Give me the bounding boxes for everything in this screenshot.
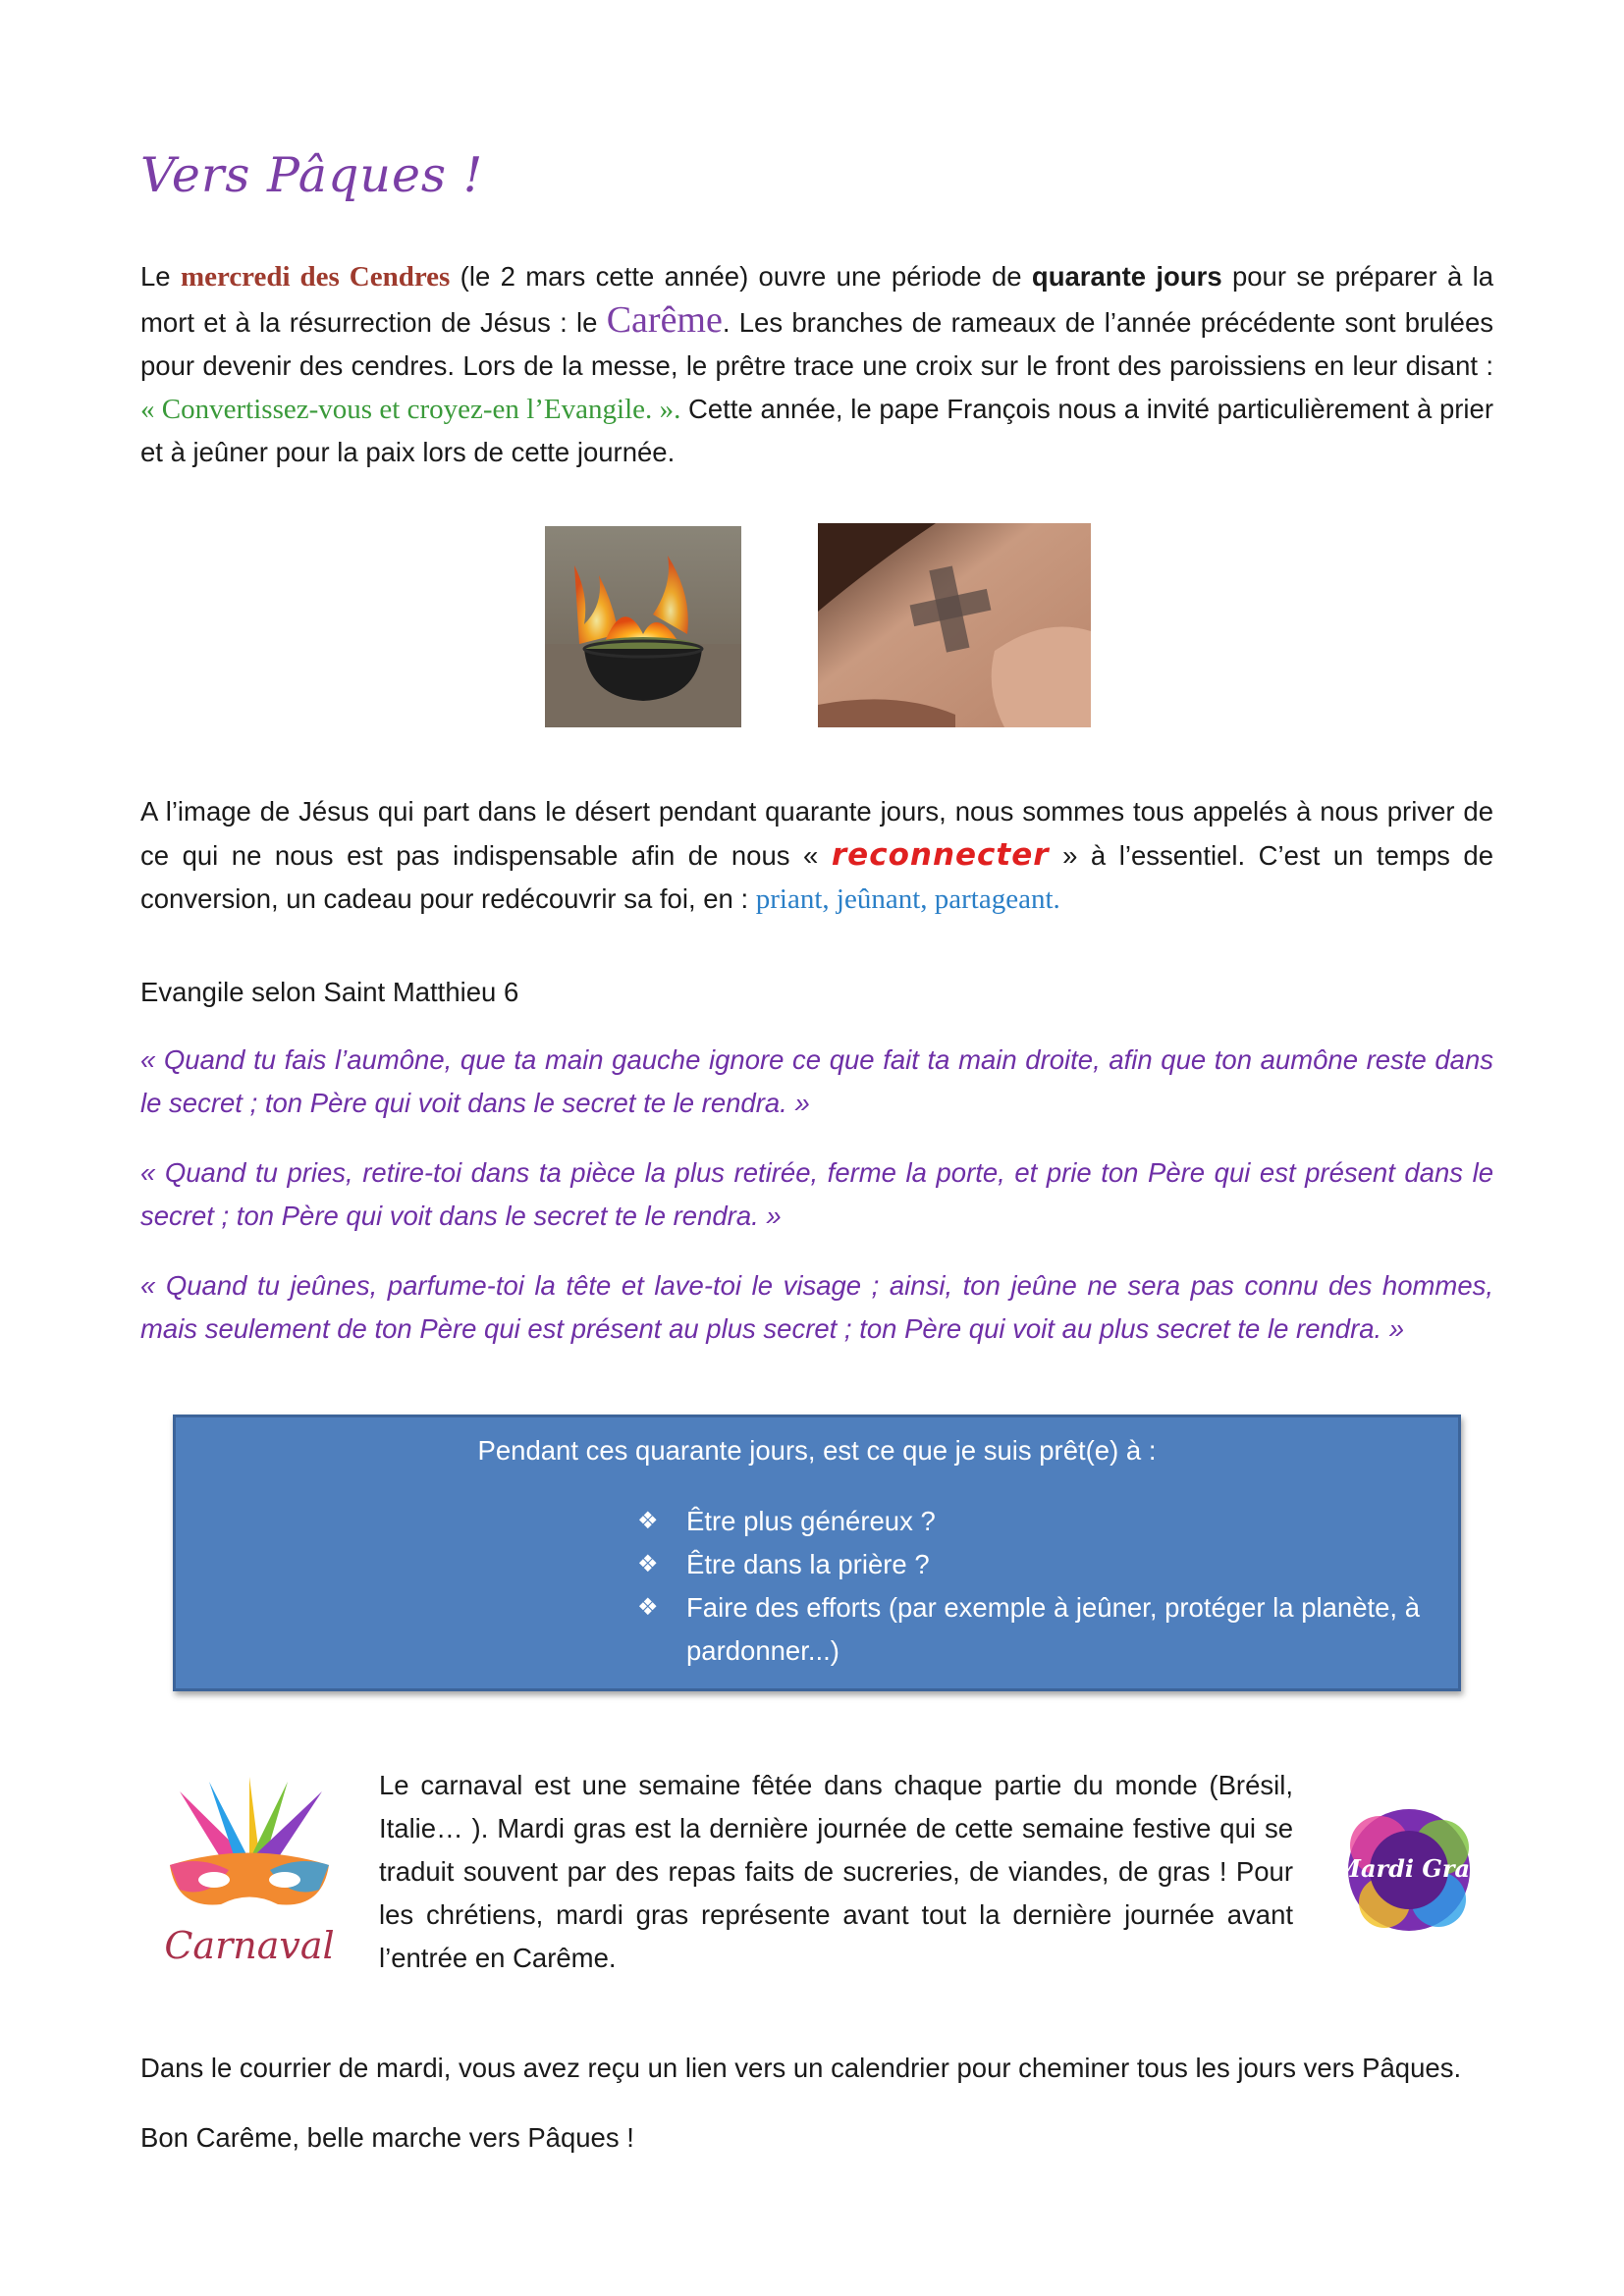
convert-quote: « Convertissez-vous et croyez-en l’Evangile. ». <box>140 394 681 425</box>
ash-wednesday-label: mercredi des Cendres <box>180 261 451 293</box>
careme-label: Carême <box>606 299 723 341</box>
practices-label: priant, jeûnant, partageant. <box>755 883 1060 915</box>
page-title: Vers Pâques ! <box>140 147 484 203</box>
calendar-paragraph: Dans le courrier de mardi, vous avez reçu un lien vers un calendrier pour cheminer tous les jours vers Pâques. <box>140 2053 1462 2083</box>
carnaval-logo-text: Carnaval <box>164 1924 335 1967</box>
reflection-box-title: Pendant ces quarante jours, est ce que je suis prêt(e) à : <box>477 1435 1157 1466</box>
closing-greeting: Bon Carême, belle marche vers Pâques ! <box>140 2122 634 2153</box>
ash-cross-forehead-photo <box>818 523 1091 727</box>
carnaval-mask-logo <box>140 1772 358 1978</box>
carnaval-paragraph: Le carnaval est une semaine fêtée dans chaque partie du monde (Brésil, Italie… ). Mardi gras est la dernière journée de cette semaine festive qui se traduit souvent par des repas faits de sucreries, de viandes, de gras ! Pour les chrétiens, mardi gras représente avant tout la dernière journée avant l’entrée en Carême. <box>379 1770 1293 1973</box>
diamond-bullet-icon: ❖ <box>637 1594 659 1621</box>
quote-fasting: « Quand tu jeûnes, parfume-toi la tête et lave-toi le visage ; ainsi, ton jeûne ne sera pas connu des hommes, mais seulement de ton Père qui est présent au plus secret ; ton Père qui voit au plus secret te le rendra. » <box>140 1270 1493 1344</box>
diamond-bullet-icon: ❖ <box>637 1508 659 1534</box>
mardi-gras-logo-text: Mardi Gras <box>1334 1854 1484 1883</box>
reflection-box <box>173 1415 1461 1691</box>
list-item: ❖ Être plus généreux ? <box>637 1500 1423 1543</box>
intro-paragraph: Le mercredi des Cendres (le 2 mars cette année) ouvre une période de quarante jours pour se préparer à la mort et à la résurrection de Jésus : le Carême. Les branches de rameaux de l’année précédente sont brulées pour devenir des cendres. Lors de la messe, le prêtre trace une croix sur le front des paroissiens en leur disant : « Convertissez-vous et croyez-en l’Evangile. ». Cette année, le pape François nous a invité particulièrement à prier et à jeûner pour la paix lors de cette journée. <box>140 261 1494 467</box>
mardi-gras-logo <box>1326 1787 1493 1953</box>
list-item: ❖ Être dans la prière ? <box>637 1543 1423 1586</box>
reconnecter-label: reconnecter <box>831 837 1050 873</box>
fire-bowl-photo <box>545 526 741 727</box>
list-item: ❖ Faire des efforts (par exemple à jeûner, protéger la planète, à pardonner...) <box>637 1586 1423 1673</box>
diamond-bullet-icon: ❖ <box>637 1551 659 1577</box>
desert-paragraph: A l’image de Jésus qui part dans le désert pendant quarante jours, nous sommes tous appelés à nous priver de ce qui ne nous est pas indispensable afin de nous « reconnecter » à l’essentiel. C’est un temps de conversion, un cadeau pour redécouvrir sa foi, en : priant, jeûnant, partageant. <box>140 796 1493 915</box>
quote-almsgiving: « Quand tu fais l’aumône, que ta main gauche ignore ce que fait ta main droite, afin que ton aumône reste dans le secret ; ton Père qui voit dans le secret te le rendra. » <box>140 1044 1493 1118</box>
quote-prayer: « Quand tu pries, retire-toi dans ta pièce la plus retirée, ferme la porte, et prie ton Père qui est présent dans le secret ; ton Père qui voit dans le secret te le rendra. » <box>140 1157 1493 1231</box>
gospel-reference: Evangile selon Saint Matthieu 6 <box>140 977 519 1007</box>
reflection-list <box>637 1500 1423 1673</box>
